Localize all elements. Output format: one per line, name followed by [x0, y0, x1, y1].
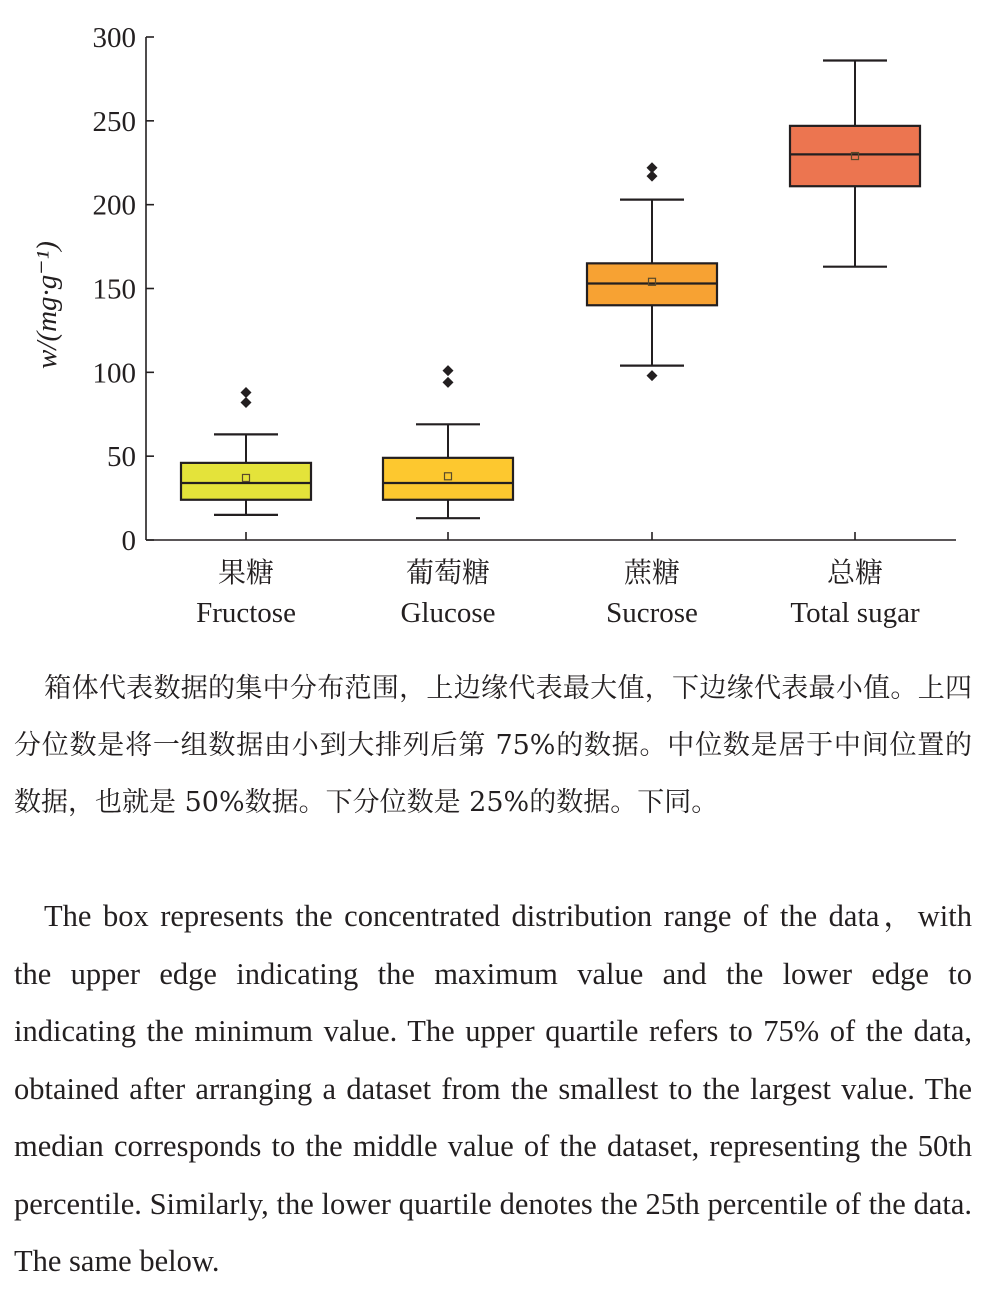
outlier-point [647, 162, 658, 173]
iqr-box [790, 126, 920, 186]
x-tick-label-english: Glucose [400, 597, 496, 629]
box-glucose [383, 365, 513, 518]
x-tick-label-english: Sucrose [606, 597, 698, 629]
outlier-point [443, 377, 454, 388]
y-tick-label: 200 [92, 189, 136, 222]
caption-english [14, 888, 972, 1291]
caption-english-text: The box represents the concentrated distribution range of the data，with the upper edge indicating the maximum value and the lower edge to indicating the minimum value. The upper quartile refers to 75% of the data, obtained after arranging a dataset from the smallest to the largest value. The median corresponds to the middle value of the dataset, representing the 50th percentile. Similarly, the lower quartile denotes the 25th percentile of the data. The same below. [14, 899, 972, 1278]
y-axis [93, 22, 155, 557]
y-tick-label: 50 [107, 441, 136, 474]
box-fructose [181, 387, 311, 515]
outlier-point [241, 397, 252, 408]
y-axis-label: w/(mg·g⁻¹) [31, 241, 63, 369]
caption-chinese [14, 660, 972, 831]
boxes [181, 60, 920, 518]
box-plot-chart [0, 0, 990, 640]
x-tick-label-english: Total sugar [790, 597, 920, 629]
y-tick-label: 250 [92, 105, 136, 138]
x-tick-label-chinese: 葡萄糖 [405, 556, 491, 589]
x-tick-label-english: Fructose [196, 597, 296, 629]
y-tick-label: 300 [92, 22, 136, 54]
iqr-box [383, 458, 513, 500]
y-tick-label: 150 [92, 273, 136, 306]
x-tick-label-chinese: 总糖 [826, 556, 884, 589]
box-sucrose [587, 162, 717, 381]
box-total-sugar [790, 60, 920, 266]
y-tick-label: 0 [121, 525, 136, 557]
x-tick-label-chinese: 蔗糖 [623, 556, 681, 589]
y-tick-label: 100 [92, 357, 136, 390]
outlier-point [241, 387, 252, 398]
x-tick-label-chinese: 果糖 [217, 556, 275, 589]
caption-chinese-text: 箱体代表数据的集中分布范围，上边缘代表最大值，下边缘代表最小值。上四分位数是将一组数据由小到大排列后第 75%的数据。中位数是居于中间位置的数据，也就是 50%数据。下分位数是 25%的数据。下同。 [14, 673, 972, 818]
x-axis [146, 532, 956, 629]
outlier-point [647, 370, 658, 381]
outlier-point [443, 365, 454, 376]
